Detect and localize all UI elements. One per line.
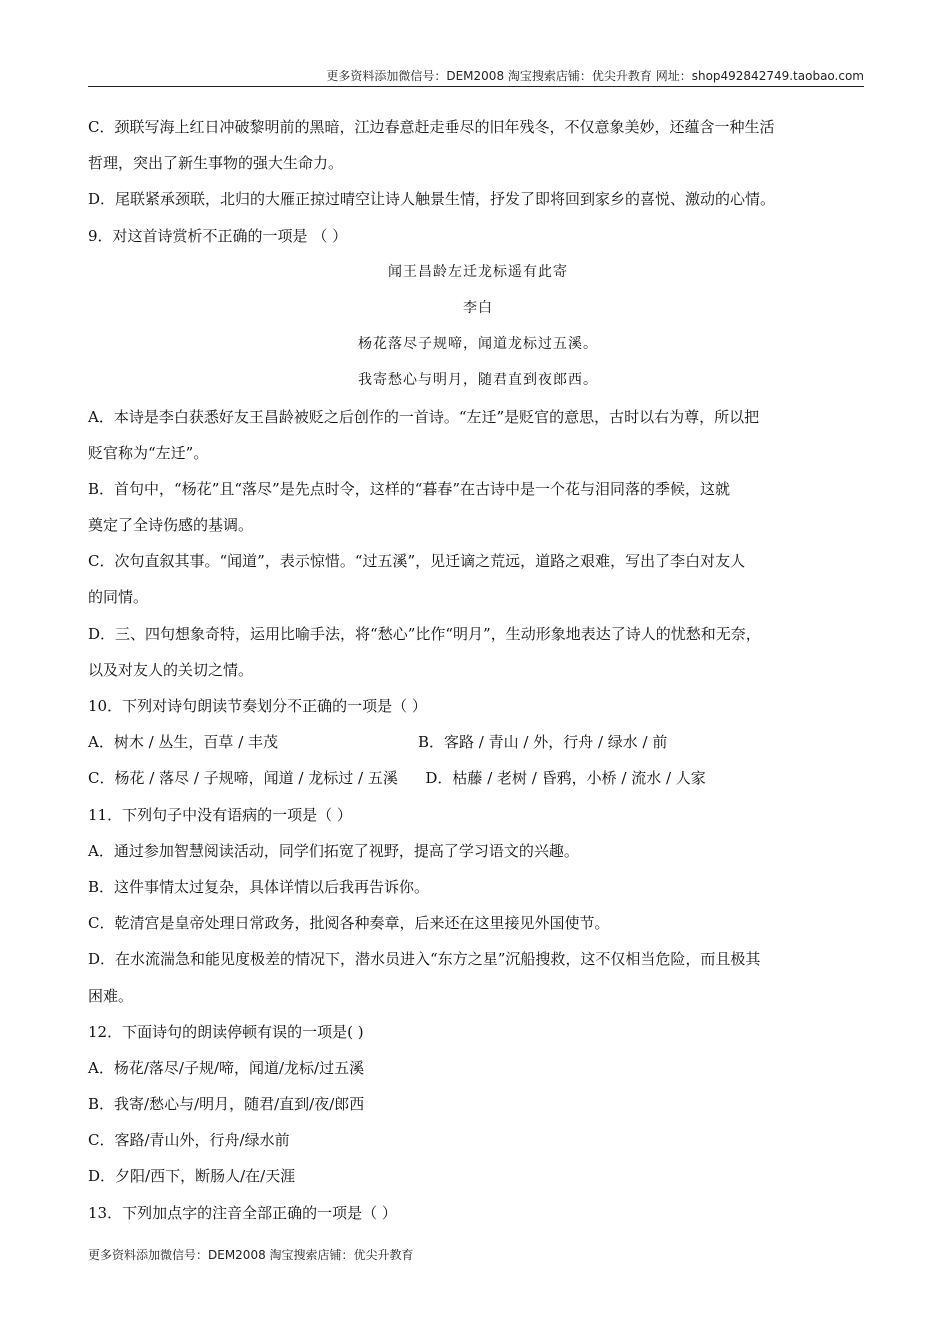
q12-option-c: C．客路/青山外，行舟/绿水前 [88,1131,290,1150]
q8-option-c-line2: 哲理，突出了新生事物的强大生命力。 [88,154,344,173]
q11-option-b: B．这件事情太过复杂，具体详情以后我再告诉你。 [88,877,430,896]
header-text: 更多资料添加微信号：DEM2008 淘宝搜索店铺：优尖升教育 网址：shop492842749.taobao.com [326,69,864,83]
q9-option-a-line2: 贬官称为“左迁”。 [88,443,209,462]
q13-stem: 13．下列加点字的注音全部正确的一项是（ ） [88,1203,397,1222]
q10-stem: 10．下列对诗句朗读节奏划分不正确的一项是（ ） [88,697,427,715]
page-header [88,68,864,87]
q12-option-a: A．杨花/落尽/子规/啼，闻道/龙标/过五溪 [88,1058,365,1077]
q10-option-c: C．杨花 / 落尽 / 子规啼，闻道 / 龙标过 / 五溪 [88,769,398,788]
q11-option-a: A．通过参加智慧阅读活动，同学们拓宽了视野，提高了学习语文的兴趣。 [88,841,579,860]
q9-option-b-line2: 奠定了全诗伤感的基调。 [88,516,254,535]
q8-option-d: D．尾联紧承颈联，北归的大雁正掠过晴空让诗人触景生情，抒发了即将回到家乡的喜悦、激动的心情。 [88,190,776,209]
q12-option-b: B．我寄/愁心与/明月，随君/直到/夜/郎西 [88,1095,365,1114]
q9-stem: 9．对这首诗赏析不正确的一项是 （ ） [88,226,348,245]
q8-option-c-line1: C．颈联写海上红日冲破黎明前的黑暗，江边春意赶走垂尽的旧年残冬，不仅意象美妙，还蕴含一种生活 [88,118,775,136]
q9-option-c-line1: C．次句直叙其事。“闻道”，表示惊惜。“过五溪”，见迁谪之荒远，道路之艰难，写出了李白对友人 [88,552,746,571]
q11-option-c: C．乾清宫是皇帝处理日常政务，批阅各种奏章，后来还在这里接见外国使节。 [88,914,610,933]
poem-line-2: 我寄愁心与明月，随君直到夜郎西。 [358,372,598,389]
poem-title: 闻王昌龄左迁龙标遥有此寄 [388,263,568,280]
q11-option-d-line2: 困难。 [88,986,134,1005]
q10-option-b: B．客路 / 青山 / 外，行舟 / 绿水 / 前 [418,733,668,752]
q10-options-ab [88,724,868,760]
poem-line-1: 杨花落尽子规啼，闻道龙标过五溪。 [358,336,598,353]
q10-option-a: A．树木 / 丛生，百草 / 丰茂 [88,733,279,752]
poem-author: 李白 [463,299,493,316]
q9-option-d-line2: 以及对友人的关切之情。 [88,660,254,679]
q10-option-d: D．枯藤 / 老树 / 昏鸦，小桥 / 流水 / 人家 [425,769,706,788]
q11-option-d-line1: D．在水流湍急和能见度极差的情况下，潜水员进入“东方之星”沉船搜救，这不仅相当危险，而且极其 [88,950,761,969]
q9-option-a-line1: A．本诗是李白获悉好友王昌龄被贬之后创作的一首诗。“左迁”是贬官的意思，古时以右为尊，所以把 [88,407,760,426]
q9-option-c-line2: 的同情。 [88,588,149,607]
page-footer [88,1246,414,1263]
document-body [88,109,868,1231]
q11-stem: 11．下列句子中没有语病的一项是（ ） [88,805,352,824]
footer-text: 更多资料添加微信号：DEM2008 淘宝搜索店铺：优尖升教育 [88,1248,414,1262]
q10-options-cd [88,760,868,796]
q12-stem: 12．下面诗句的朗读停顿有误的一项是( ) [88,1022,364,1041]
q9-option-b-line1: B．首句中，“杨花”且“落尽”是先点时令，这样的“暮春”在古诗中是一个花与泪同落的季候，这就 [88,479,731,498]
q9-option-d-line1: D．三、四句想象奇特，运用比喻手法，将“愁心”比作“明月”，生动形象地表达了诗人的忧愁和无奈， [88,624,761,643]
q12-option-d: D．夕阳/西下，断肠人/在/天涯 [88,1167,296,1186]
